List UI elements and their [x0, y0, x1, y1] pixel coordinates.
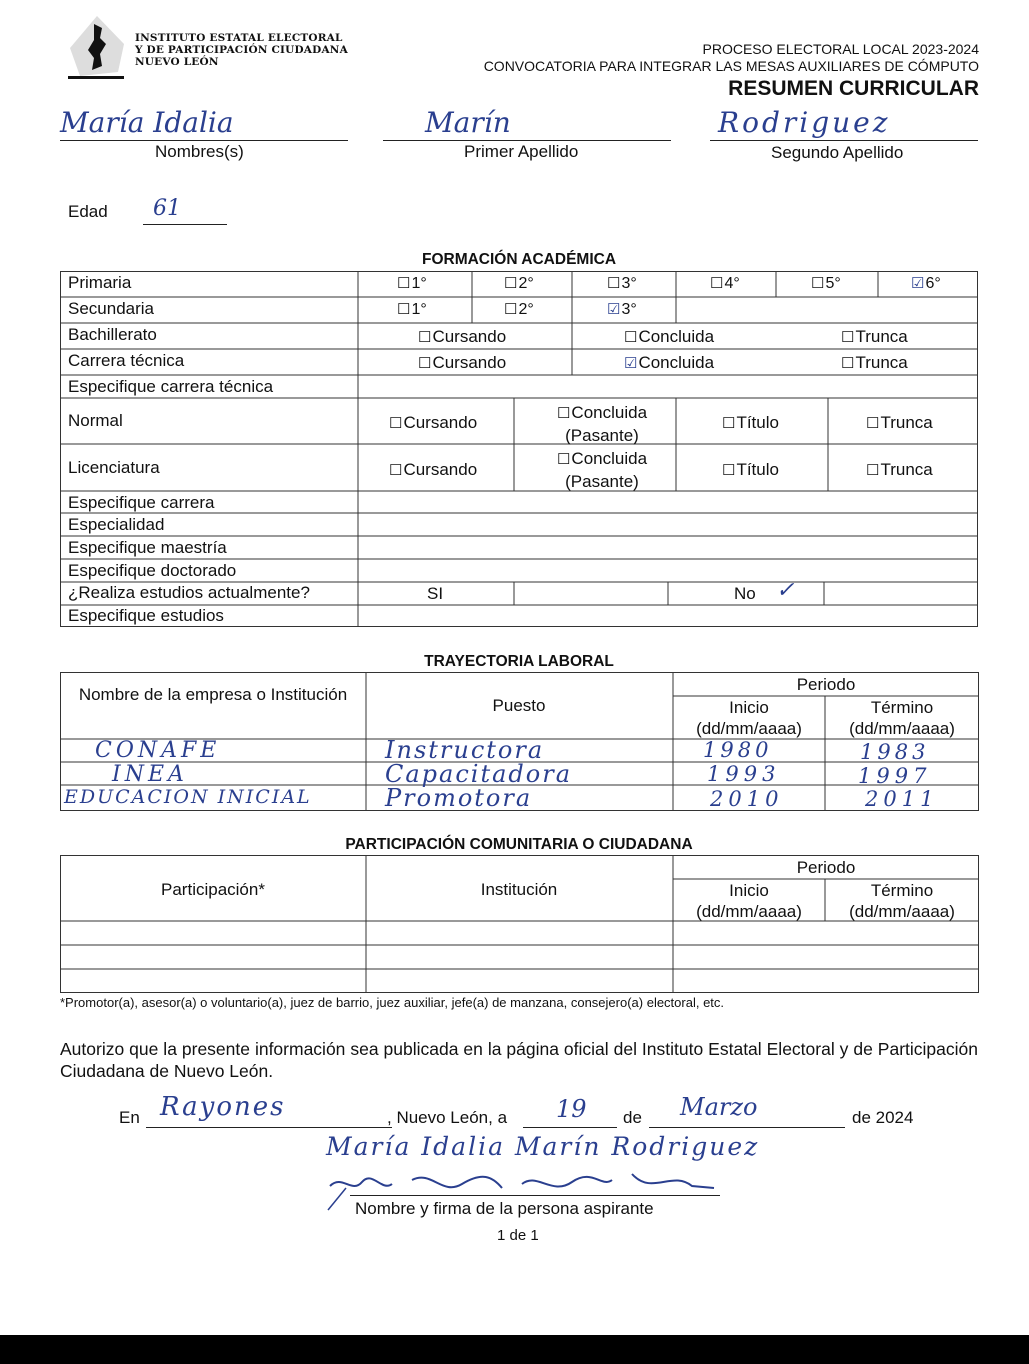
licenciatura-label: Licenciatura: [68, 458, 160, 477]
inicio-label: Inicio: [729, 881, 769, 900]
mes-value: Marzo: [680, 1093, 758, 1121]
carrera-tecnica-trunca[interactable]: [841, 353, 908, 373]
pasante-label: (Pasante): [565, 426, 639, 445]
licenciatura-trunca[interactable]: [866, 460, 933, 480]
option-label: Título: [736, 413, 779, 432]
normal-titulo[interactable]: [722, 413, 779, 433]
checkbox-icon: [504, 275, 518, 292]
checkbox-icon: [418, 353, 432, 372]
firma-label: Nombre y firma de la persona aspirante: [355, 1199, 654, 1218]
edad-label: Edad: [68, 202, 108, 221]
checkbox-icon: [389, 460, 403, 479]
grade-label: 3°: [621, 301, 637, 318]
grade-label: 6°: [925, 275, 941, 292]
nombre-escrito: María Idalia Marín Rodriguez: [326, 1132, 760, 1161]
especifique-maestria-label: Especifique maestría: [68, 538, 227, 557]
licenciatura-titulo[interactable]: [722, 460, 779, 480]
segundo-apellido-label: Segundo Apellido: [771, 143, 904, 162]
checkbox-checked-icon: [624, 353, 638, 372]
option-label: Trunca: [880, 413, 933, 432]
option-label: Concluida: [571, 449, 648, 468]
grade-label: 2°: [518, 275, 534, 292]
participacion-title: PARTICIPACIÓN COMUNITARIA O CIUDADANA: [345, 836, 693, 853]
checkbox-icon: [710, 275, 724, 292]
col-participacion-header: Participación*: [161, 880, 265, 899]
dia-value: 19: [556, 1095, 587, 1123]
nombres-label: Nombres(s): [155, 142, 244, 161]
grade-label: 2°: [518, 301, 534, 318]
inicio-label: Inicio: [729, 698, 769, 717]
checkbox-icon: [418, 327, 432, 346]
checkbox-icon: [722, 413, 736, 432]
row1-empresa: CONAFE: [95, 738, 221, 763]
normal-trunca[interactable]: [866, 413, 933, 433]
bachillerato-cursando[interactable]: [418, 327, 506, 347]
dia-line: [523, 1127, 617, 1128]
segundo-apellido-line: [710, 140, 978, 141]
date-format-label: (dd/mm/aaaa): [849, 719, 955, 738]
especifique-doctorado-label: Especifique doctorado: [68, 561, 237, 580]
option-label: Cursando: [403, 460, 478, 479]
grade-label: 5°: [825, 275, 841, 292]
col-inicio-header: [673, 880, 825, 922]
realiza-estudios-label: ¿Realiza estudios actualmente?: [68, 583, 310, 602]
row2-puesto: Capacitadora: [385, 760, 573, 788]
especifique-estudios-label: Especifique estudios: [68, 606, 224, 625]
option-label: Cursando: [403, 413, 478, 432]
carrera-tecnica-concluida[interactable]: [624, 353, 714, 373]
segundo-apellido-value: Rodriguez: [718, 106, 891, 139]
primer-apellido-label: Primer Apellido: [464, 142, 579, 161]
checkbox-icon: [397, 275, 411, 292]
carrera-tecnica-cursando[interactable]: [418, 353, 506, 373]
checkbox-icon: [607, 275, 621, 292]
pasante-label: (Pasante): [565, 472, 639, 491]
de-2024-label: de 2024: [852, 1108, 914, 1127]
page-number: 1 de 1: [497, 1227, 539, 1244]
licenciatura-cursando[interactable]: [389, 460, 477, 480]
bachillerato-concluida[interactable]: [624, 327, 714, 347]
option-label: Trunca: [855, 327, 908, 346]
col-empresa-header: Nombre de la empresa o Institución: [78, 685, 348, 704]
option-label: Título: [736, 460, 779, 479]
option-label: Trunca: [855, 353, 908, 372]
option-label: Cursando: [432, 327, 507, 346]
page-title: RESUMEN CURRICULAR: [728, 77, 979, 100]
row2-termino: 1997: [858, 764, 932, 788]
normal-concluida[interactable]: [514, 402, 690, 447]
normal-cursando[interactable]: [389, 413, 477, 433]
checkbox-icon: [504, 301, 518, 318]
edad-value: 61: [153, 196, 181, 221]
col-termino-header: [825, 697, 979, 739]
row2-inicio: 1993: [707, 762, 781, 786]
col-periodo-header: Periodo: [796, 858, 856, 877]
grade-label: 1°: [411, 275, 427, 292]
checkbox-icon: [722, 460, 736, 479]
date-format-label: (dd/mm/aaaa): [696, 719, 802, 738]
termino-label: Término: [870, 698, 934, 717]
institute-name-line3: NUEVO LEÓN: [135, 56, 219, 68]
grade-label: 3°: [621, 275, 637, 292]
secundaria-label: Secundaria: [68, 299, 155, 318]
checkbox-checked-icon: [911, 275, 925, 292]
col-puesto-header: Puesto: [492, 696, 546, 715]
realiza-no-checkmark: ✓: [776, 578, 795, 603]
row1-inicio: 1980: [703, 738, 773, 762]
edad-line: [143, 224, 227, 225]
participacion-footnote: *Promotor(a), asesor(a) o voluntario(a), juez de barrio, juez auxiliar, jefe(a) de manzana, consejero(a) electoral, etc.: [60, 995, 725, 1010]
formacion-title: FORMACIÓN ACADÉMICA: [421, 251, 617, 268]
checkbox-icon: [866, 460, 880, 479]
especifique-carrera-tecnica-label: Especifique carrera técnica: [68, 377, 274, 396]
date-format-label: (dd/mm/aaaa): [696, 902, 802, 921]
row1-puesto: Instructora: [385, 736, 545, 764]
secundaria-grade-1[interactable]: [397, 300, 427, 319]
checkbox-checked-icon: [607, 301, 621, 318]
row2-empresa: INEA: [112, 762, 188, 787]
lugar-line: [146, 1127, 392, 1128]
primaria-grade-6[interactable]: [911, 274, 941, 293]
primaria-grade-5[interactable]: [811, 274, 841, 293]
grade-label: 1°: [411, 301, 427, 318]
nuevo-leon-label: , Nuevo León, a: [387, 1108, 508, 1127]
firma-line: [350, 1195, 720, 1196]
secundaria-grade-2[interactable]: [504, 300, 534, 319]
primaria-grade-3[interactable]: [607, 274, 637, 293]
termino-label: Término: [870, 881, 934, 900]
primaria-label: Primaria: [68, 273, 132, 292]
option-label: Concluida: [638, 327, 715, 346]
carrera-tecnica-label: Carrera técnica: [68, 351, 185, 370]
row3-inicio: 2010: [710, 787, 784, 811]
row3-puesto: Promotora: [385, 784, 533, 812]
realiza-si[interactable]: SI: [427, 584, 444, 603]
bachillerato-trunca[interactable]: [841, 327, 908, 347]
bachillerato-label: Bachillerato: [68, 325, 157, 344]
secundaria-grade-3[interactable]: [607, 300, 637, 319]
checkbox-icon: [866, 413, 880, 432]
grade-label: 4°: [724, 275, 740, 292]
row3-empresa: EDUCACION INICIAL: [64, 786, 312, 808]
nombres-line: [60, 140, 348, 141]
process-label: PROCESO ELECTORAL LOCAL 2023-2024: [702, 41, 979, 57]
primaria-grade-1[interactable]: [397, 274, 427, 293]
state-logo-icon: [66, 14, 128, 84]
col-periodo-header: Periodo: [796, 675, 856, 694]
date-format-label: (dd/mm/aaaa): [849, 902, 955, 921]
col-inicio-header: [673, 697, 825, 739]
checkbox-icon: [557, 449, 571, 468]
checkbox-icon: [389, 413, 403, 432]
nombres-value: María Idalia: [60, 106, 234, 139]
primer-apellido-value: Marín: [425, 106, 511, 139]
lugar-value: Rayones: [160, 1092, 286, 1122]
institute-name-line1: INSTITUTO ESTATAL ELECTORAL: [135, 32, 343, 44]
option-label: Trunca: [880, 460, 933, 479]
de-label: de: [623, 1108, 642, 1127]
convocatoria-label: CONVOCATORIA PARA INTEGRAR LAS MESAS AUXILIARES DE CÓMPUTO: [483, 58, 979, 74]
mes-line: [649, 1127, 845, 1128]
licenciatura-concluida[interactable]: [514, 448, 690, 493]
primer-apellido-line: [383, 140, 671, 141]
en-label: En: [119, 1108, 140, 1127]
col-institucion-header: Institución: [480, 880, 558, 899]
checkbox-icon: [397, 301, 411, 318]
checkbox-icon: [841, 327, 855, 346]
option-label: Concluida: [571, 403, 648, 422]
normal-label: Normal: [68, 411, 123, 430]
row3-termino: 2011: [865, 787, 939, 811]
especialidad-label: Especialidad: [68, 515, 165, 534]
option-label: Concluida: [638, 353, 715, 372]
institute-name-line2: Y DE PARTICIPACIÓN CIUDADANA: [135, 44, 348, 56]
autorizo-text: Autorizo que la presente información sea publicada en la página oficial del Instituto Estatal Electoral y de Participación Ciudadana de Nuevo León.: [60, 1039, 978, 1081]
row1-termino: 1983: [860, 740, 930, 764]
option-label: Cursando: [432, 353, 507, 372]
especifique-carrera-label: Especifique carrera: [68, 493, 215, 512]
primaria-grade-2[interactable]: [504, 274, 534, 293]
checkbox-icon: [624, 327, 638, 346]
checkbox-icon: [557, 403, 571, 422]
checkbox-icon: [841, 353, 855, 372]
trayectoria-title: TRAYECTORIA LABORAL: [424, 653, 614, 670]
realiza-no[interactable]: No: [734, 584, 756, 603]
primaria-grade-4[interactable]: [710, 274, 740, 293]
checkbox-icon: [811, 275, 825, 292]
col-termino-header: [825, 880, 979, 922]
